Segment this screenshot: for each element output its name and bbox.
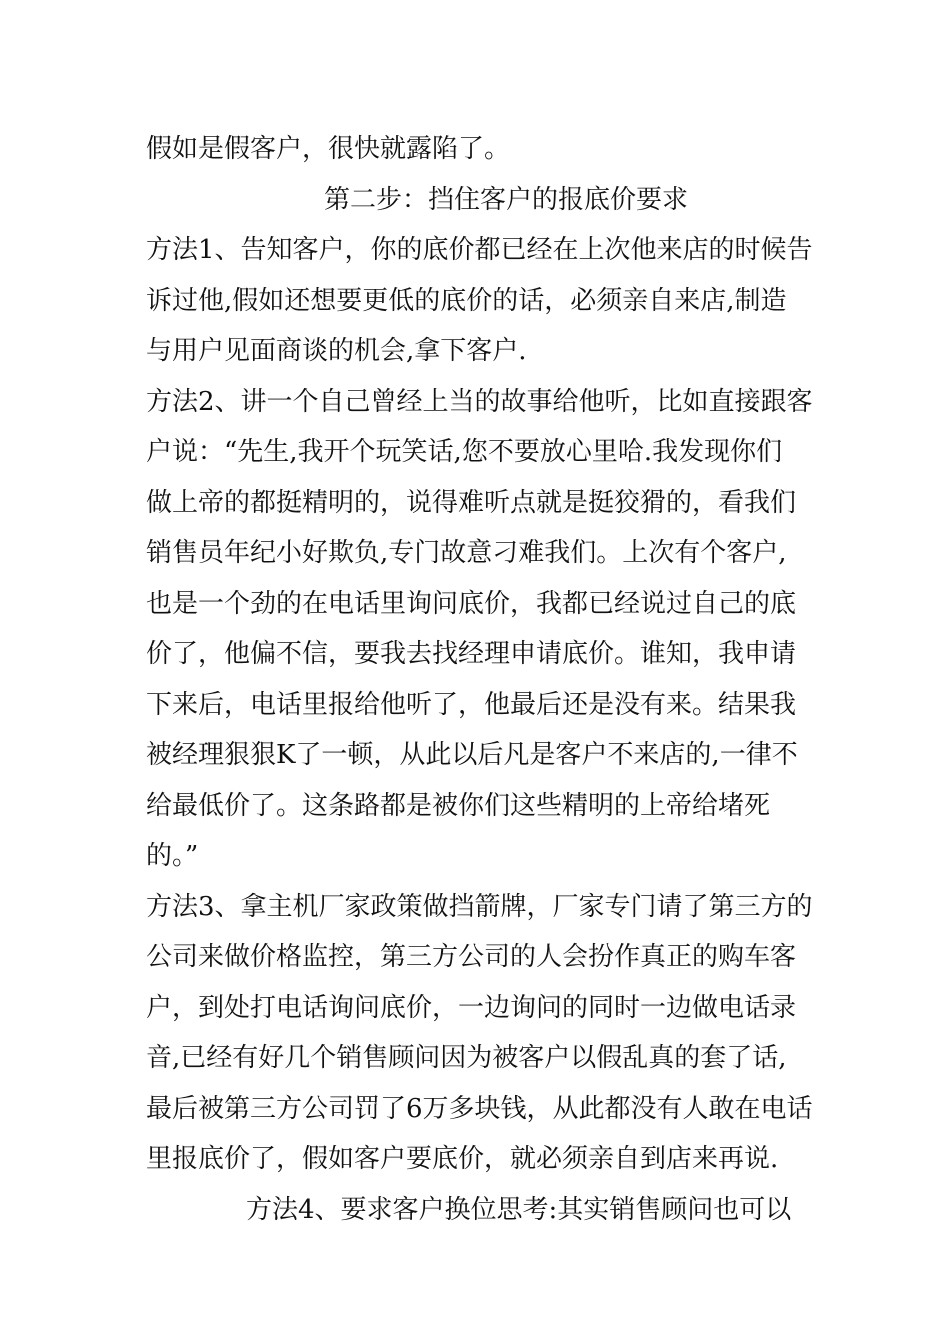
text-line: 与用户见面商谈的机会,拿下客户. <box>146 336 527 366</box>
text-line: 里报底价了，假如客户要底价，就必须亲自到店来再说. <box>146 1144 779 1174</box>
text-line: 方法1、告知客户，你的底价都已经在上次他来店的时候告 <box>146 235 813 265</box>
body-text <box>146 124 816 1235</box>
section-heading: 第二步：挡住客户的报底价要求 <box>323 184 688 215</box>
text-line: 户说：“先生,我开个玩笑话,您不要放心里哈.我发现你们 <box>146 437 783 467</box>
text-line: 销售员年纪小好欺负,专门故意刁难我们。上次有个客户, <box>146 538 787 568</box>
text-line: 也是一个劲的在电话里询问底价，我都已经说过自己的底 <box>146 588 797 619</box>
text-line: 做上帝的都挺精明的，说得难听点就是挺狡猾的，看我们 <box>146 487 797 518</box>
text-line: 被经理狠狠K了一顿，从此以后凡是客户不来店的,一律不 <box>146 740 798 770</box>
text-line: 方法3、拿主机厂家政策做挡箭牌，厂家专门请了第三方的 <box>146 891 813 922</box>
text-line: 方法2、讲一个自己曾经上当的故事给他听，比如直接跟客 <box>146 386 813 417</box>
text-line: 给最低价了。这条路都是被你们这些精明的上帝给堵死 <box>146 790 771 821</box>
text-line: 音,已经有好几个销售顾问因为被客户以假乱真的套了话, <box>146 1043 787 1073</box>
text-line: 的。” <box>146 841 199 871</box>
text-line: 下来后，电话里报给他听了，他最后还是没有来。结果我 <box>146 689 797 720</box>
text-line: 最后被第三方公司罚了6万多块钱，从此都没有人敢在电话 <box>146 1093 813 1124</box>
text-line: 户，到处打电话询问底价，一边询问的同时一边做电话录 <box>146 992 797 1023</box>
text-line: 公司来做价格监控，第三方公司的人会扮作真正的购车客 <box>146 942 797 972</box>
text-line: 诉过他,假如还想要更低的底价的话，必须亲自来店,制造 <box>146 285 787 316</box>
text-line: 方法4、要求客户换位思考:其实销售顾问也可以 <box>246 1194 792 1225</box>
text-line: 价了，他偏不信，要我去找经理申请底价。谁知，我申请 <box>146 639 797 669</box>
text-line: 假如是假客户，很快就露陷了。 <box>146 134 511 164</box>
